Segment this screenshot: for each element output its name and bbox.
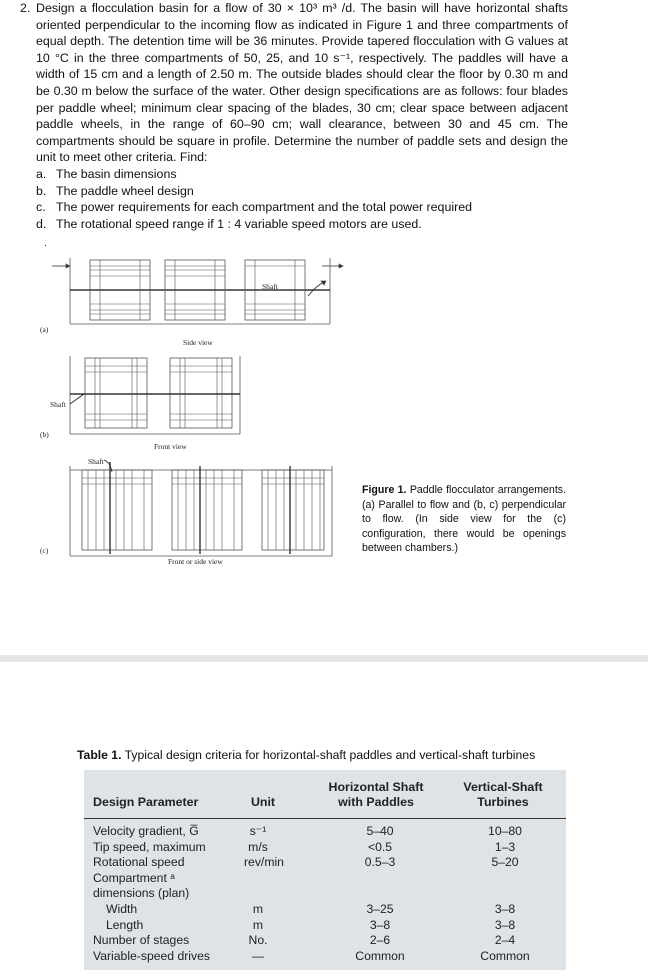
question-list: [20, 166, 568, 232]
cell-unit: m/s: [248, 839, 268, 854]
cell-parameter: Rotational speed: [93, 855, 185, 870]
shaft-label-c: Shaft: [88, 457, 104, 466]
arrangement-b: [70, 356, 240, 434]
cell-unit: m: [252, 902, 264, 916]
table-header: [84, 770, 566, 819]
cell-vertical: 3–8: [494, 902, 516, 916]
list-item: c. The power requirements for each compartment and the total power required: [36, 200, 472, 215]
front-or-side-view-label: Front or side view: [168, 557, 223, 566]
cell-parameter: Number of stages: [93, 933, 190, 948]
cell-unit: s⁻¹: [249, 824, 267, 838]
cell-horizontal: 3–25: [366, 902, 394, 916]
table-title: Table 1. Typical design criteria for horizontal-shaft paddles and vertical-shaft turbines: [77, 748, 536, 762]
caption-title: Figure 1.: [362, 484, 407, 496]
cell-vertical: Common: [480, 948, 530, 963]
list-item: b. The paddle wheel design: [36, 183, 194, 198]
cell-vertical: 1–3: [494, 839, 516, 854]
cell-horizontal: 2–6: [369, 933, 391, 948]
cell-horizontal: 3–8: [369, 917, 391, 932]
cell-unit: m: [252, 917, 264, 932]
cell-horizontal: 5–40: [366, 824, 394, 838]
cell-unit: No.: [248, 933, 268, 948]
header-unit: Unit: [250, 795, 276, 809]
cell-horizontal: <0.5: [367, 839, 393, 854]
table-row: [84, 840, 566, 856]
cell-parameter: Tip speed, maximum: [93, 839, 206, 854]
arrangement-c: [70, 460, 332, 556]
shaft-label-a: Shaft: [262, 282, 278, 291]
cell-parameter: dimensions (plan): [93, 886, 190, 901]
page-divider: [0, 655, 648, 662]
label-c: (c): [40, 546, 49, 555]
cell-vertical: 2–4: [494, 933, 516, 948]
list-item: d. The rotational speed range if 1 : 4 variable speed motors are used.: [36, 216, 422, 231]
list-item: a. The basin dimensions: [36, 166, 177, 181]
problem-text: Design a flocculation basin for a flow of 30 × 10³ m³ /d. The basin will have horizontal shafts oriented perpendicular to the incoming flow as indicated in Figure 1 and three compartments of equal depth. The detention time will be 36 minutes. Provide tapered flocculation with G values at 10 °C in the three compartments of 50, 25, and 10 s⁻¹, respectively. The paddles will have a width of 15 cm and a length of 2.50 m. The outside blades should clear the floor by 0.30 m and be 0.30 m below the surface of the water. Other design specifications are as follows: four blades per paddle wheel; minimum clear spacing of the blades, 30 cm; clear space between adjacent paddle wheels, in the range of 60–90 cm; wall clearance, between 30 and 45 cm. The compartments should be square in profile. Determine the number of paddle sets and design the unit to meet other criteria. Find:: [36, 1, 568, 165]
cell-parameter: Variable-speed drives: [93, 948, 210, 963]
figure-caption: [362, 483, 566, 556]
design-criteria-table: [84, 770, 566, 970]
label-a: (a): [40, 325, 49, 334]
cell-parameter: Velocity gradient, G̅: [93, 824, 199, 838]
cell-vertical: 10–80: [488, 824, 522, 838]
table-row: [84, 933, 566, 949]
cell-unit: rev/min: [244, 855, 284, 870]
cell-parameter: Width: [106, 902, 138, 916]
cell-parameter: Length: [106, 917, 144, 932]
table-row: [84, 886, 566, 902]
cell-vertical: 3–8: [494, 917, 516, 932]
problem-statement: [20, 0, 568, 232]
cell-vertical: 5–20: [491, 855, 519, 870]
table-row: [84, 824, 566, 840]
table-row: [84, 918, 566, 934]
cell-unit: —: [251, 948, 265, 963]
problem-number: 2.: [20, 1, 31, 15]
caption-text: Paddle flocculator arrangements. (a) Parallel to flow and (b, c) perpendicular to flow. (In side view for the (c) configuration, there would be openings between chambers.): [362, 484, 567, 555]
cell-parameter: Compartment ᵃ: [93, 870, 175, 885]
table-row: [84, 871, 566, 887]
header-design-parameter: Design Parameter: [93, 795, 199, 809]
arrangement-a: [52, 258, 343, 324]
label-b: (b): [40, 430, 49, 439]
side-view-label: Side view: [183, 338, 213, 347]
header-horizontal-shaft: Horizontal Shaft with Paddles: [328, 780, 424, 809]
paddle-flocculator-figure: [40, 248, 360, 578]
table-row: [84, 855, 566, 871]
table-row: [84, 949, 566, 965]
cell-horizontal: Common: [355, 948, 405, 963]
table-row: [84, 902, 566, 918]
shaft-label-b: Shaft: [50, 400, 66, 409]
cell-horizontal: 0.5–3: [364, 855, 396, 870]
flocculator-drawing: [40, 248, 360, 578]
stray-bullet: .: [44, 238, 47, 249]
header-vertical-shaft: Vertical-Shaft Turbines: [463, 780, 543, 809]
front-view-label: Front view: [154, 442, 187, 451]
